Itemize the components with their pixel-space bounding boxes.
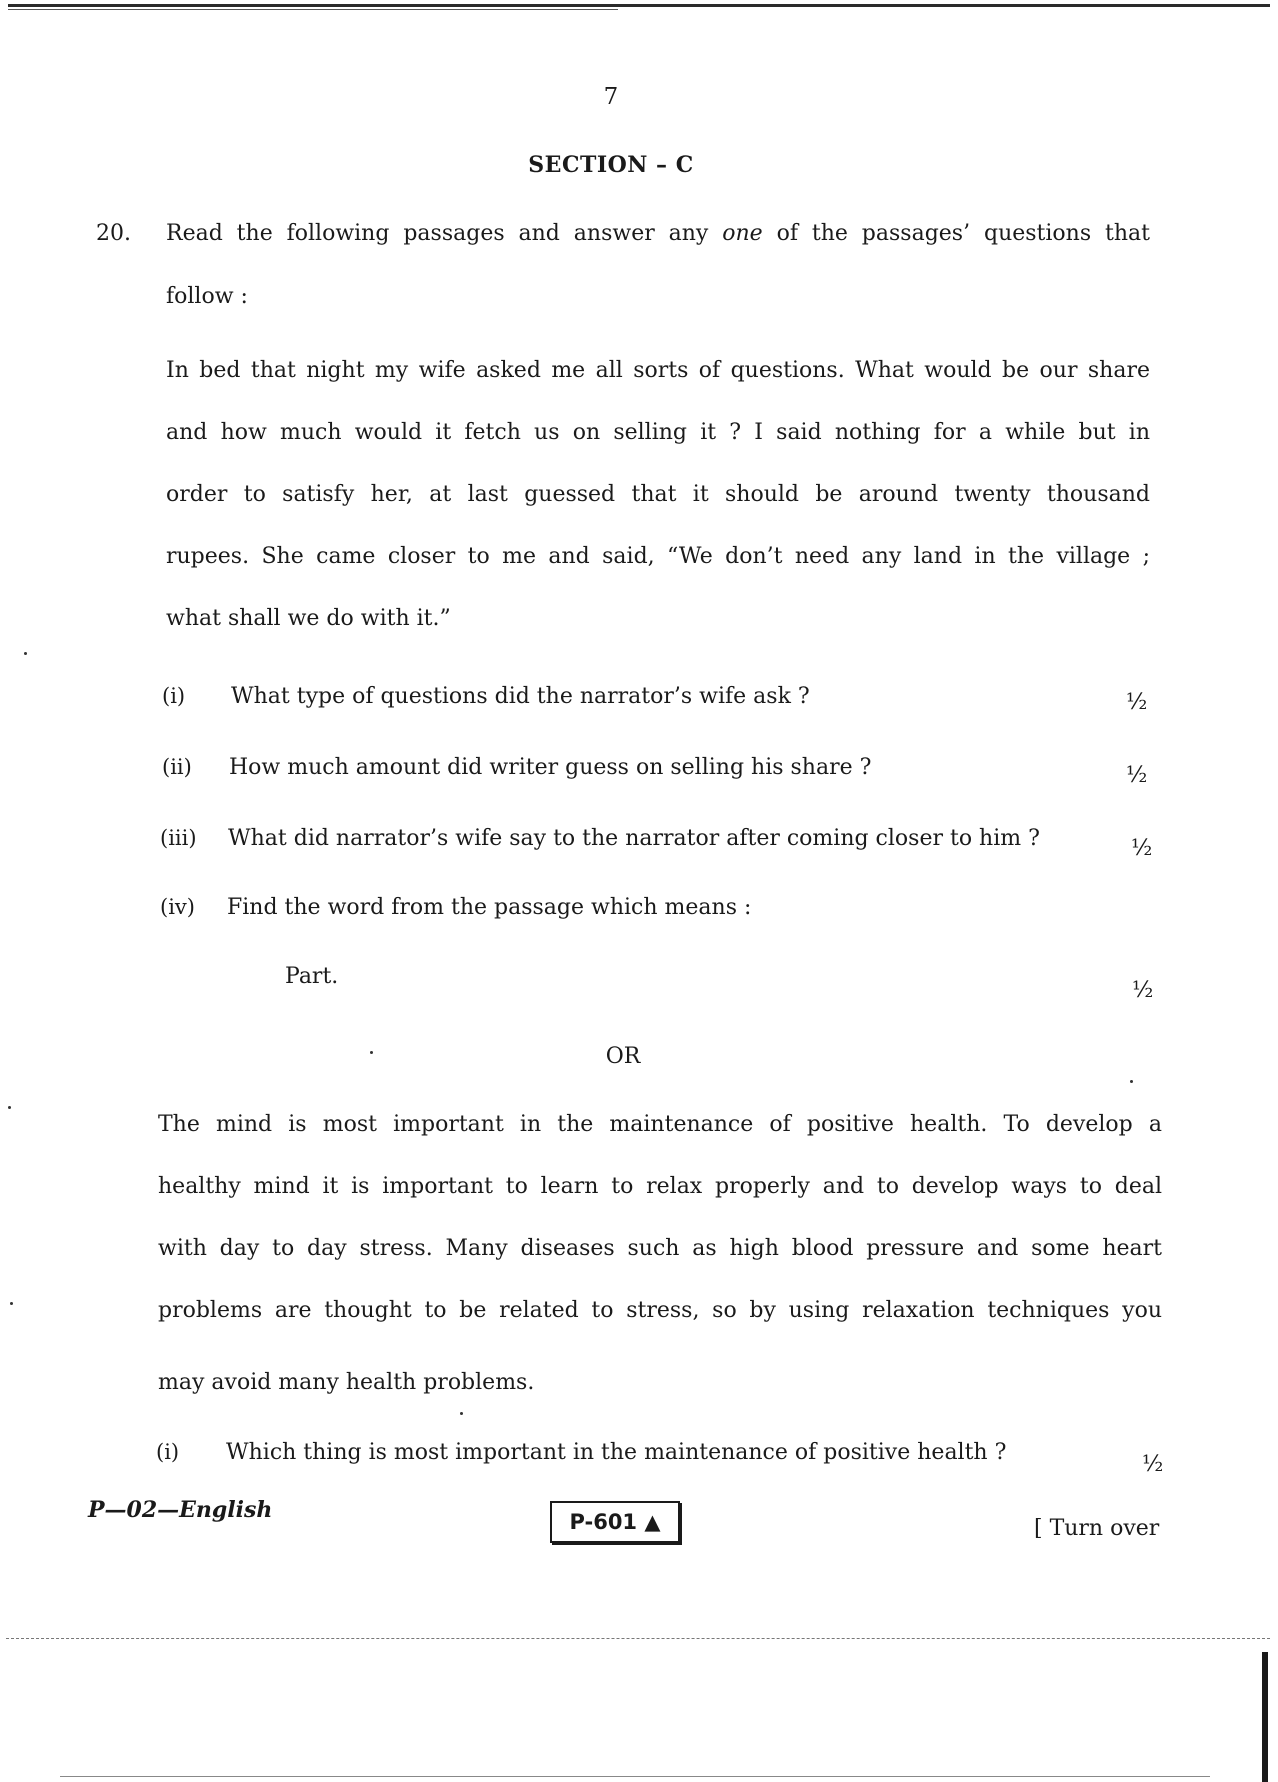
mark-value: ½ [1142, 1452, 1164, 1477]
sub-question-text: What did narrator’s wife say to the narrator after coming closer to him ? [228, 826, 1040, 851]
scan-speck [460, 1412, 463, 1415]
sub-question-text: What type of questions did the narrator’s wife ask ? [231, 684, 810, 709]
paper-series-box: P-601 ▲ [550, 1501, 680, 1543]
passage1-line: In bed that night my wife asked me all sorts of questions. What would be our share [166, 358, 1150, 383]
question-number: 20. [96, 221, 131, 246]
turn-over-note: [ Turn over [1034, 1516, 1160, 1541]
mark-value: ½ [1126, 690, 1148, 715]
passage2-line: The mind is most important in the maintenance of positive health. To develop a [158, 1112, 1162, 1137]
sub-question-answer-word: Part. [285, 964, 339, 989]
paper-code: P—02—English [88, 1497, 273, 1523]
section-title: SECTION – C [528, 152, 694, 178]
sub-question-number: (i) [156, 1440, 180, 1464]
passage2-line: problems are thought to be related to stress, so by using relaxation techniques you [158, 1298, 1162, 1323]
top-rule [8, 4, 1270, 7]
passage2-line: healthy mind it is important to learn to relax properly and to develop ways to deal [158, 1174, 1162, 1199]
passage1-line: and how much would it fetch us on selling it ? I said nothing for a while but in [166, 420, 1150, 445]
passage2-line: may avoid many health problems. [158, 1370, 535, 1395]
sub-question-text: How much amount did writer guess on selling his share ? [229, 755, 872, 780]
sub-question-text: Find the word from the passage which means : [227, 895, 752, 920]
top-rule-thin [8, 9, 618, 10]
scan-speck [370, 1051, 373, 1054]
question-intro-line: follow : [166, 284, 248, 309]
passage1-line: rupees. She came closer to me and said, “We don’t need any land in the village ; [166, 544, 1150, 569]
passage2-line: with day to day stress. Many diseases such as high blood pressure and some heart [158, 1236, 1162, 1261]
mark-value: ½ [1126, 763, 1148, 788]
scan-edge-line [6, 1638, 1270, 1639]
sub-question-number: (i) [162, 684, 186, 708]
scan-speck [1130, 1080, 1133, 1083]
question-intro-line: Read the following passages and answer any one of the passages’ questions that [166, 221, 1150, 246]
passage1-line: what shall we do with it.” [166, 606, 451, 631]
scan-edge-bar [1262, 1652, 1268, 1782]
scan-edge-line [60, 1776, 1210, 1777]
or-separator: OR [605, 1044, 641, 1069]
passage1-line: order to satisfy her, at last guessed that it should be around twenty thousand [166, 482, 1150, 507]
mark-value: ½ [1131, 836, 1153, 861]
scan-speck [24, 652, 27, 655]
sub-question-number: (iii) [160, 826, 197, 850]
sub-question-number: (iv) [160, 895, 195, 919]
mark-value: ½ [1132, 978, 1154, 1003]
sub-question-number: (ii) [162, 755, 192, 779]
page-number: 7 [603, 84, 619, 110]
scan-speck [8, 1106, 11, 1109]
sub-question-text: Which thing is most important in the maintenance of positive health ? [226, 1440, 1007, 1465]
scan-speck [10, 1302, 13, 1305]
